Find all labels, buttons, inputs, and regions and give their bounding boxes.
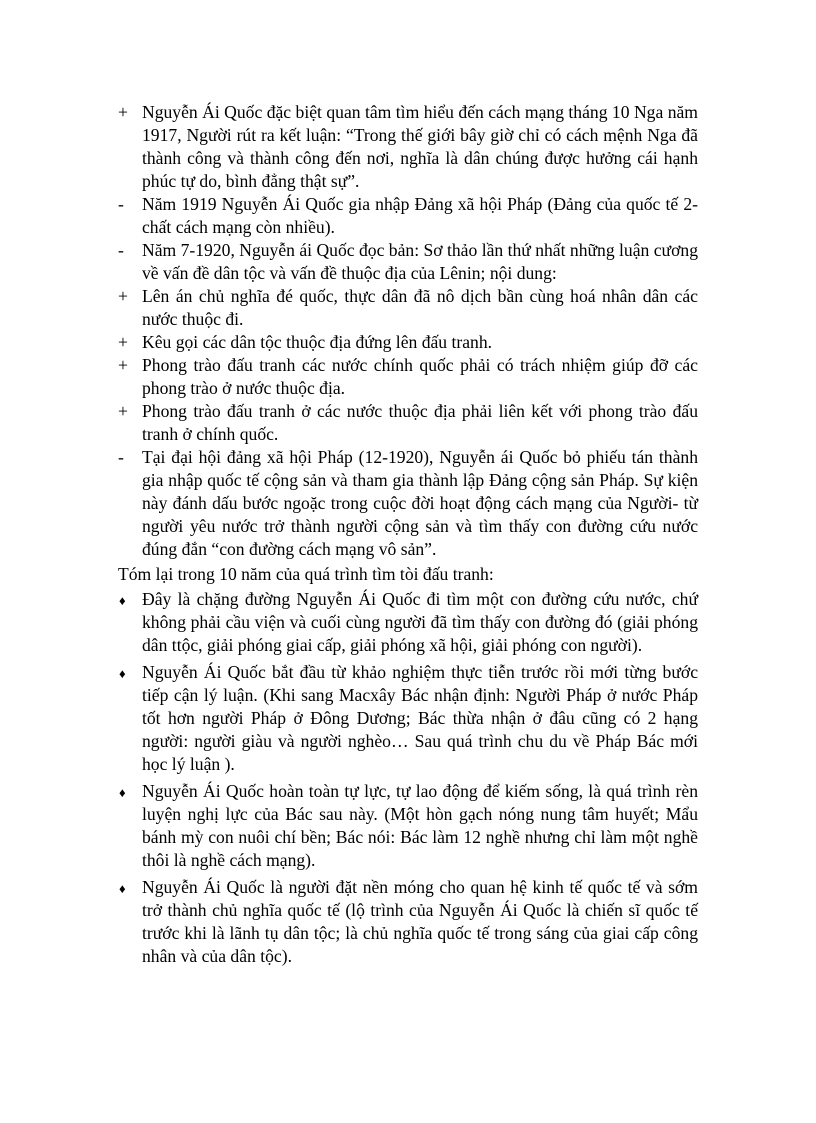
summary-item-text: Đây là chặng đường Nguyễn Ái Quốc đi tìm một con đường cứu nước, chứ không phải cầu viện và cuối cùng người đã tìm thấy con đường đó (giải phóng dân ttộc, giải phóng giai cấp, giải phóng xã hội, giải phóng con người). xyxy=(142,589,698,655)
list-item xyxy=(118,193,698,239)
list-item-text: Kêu gọi các dân tộc thuộc địa đứng lên đấu tranh. xyxy=(142,332,493,352)
list-item xyxy=(118,285,698,331)
plus-bullet: + xyxy=(118,355,128,375)
summary-item-text: Nguyễn Ái Quốc là người đặt nền móng cho quan hệ kinh tế quốc tế và sớm trở thành chủ nghĩa quốc tế (lộ trình của Nguyễn Ái Quốc là chiến sĩ quốc tế trước khi là lãnh tụ dân tộc; là chủ nghĩa quốc tế trong sáng của giai cấp công nhân và của dân tộc). xyxy=(142,877,698,966)
list-item-text: Nguyễn Ái Quốc đặc biệt quan tâm tìm hiểu đến cách mạng tháng 10 Nga năm 1917, Người rút ra kết luận: “Trong thế giới bây giờ chỉ có cách mệnh Nga đã thành công và thành công đến nơi, nghĩa là dân chúng được hưởng cái hạnh phúc tự do, bình đẳng thật sự”. xyxy=(142,102,698,191)
diamond-bullet-icon: ♦ xyxy=(119,785,126,800)
summary-item xyxy=(118,588,698,657)
diamond-bullet-icon: ♦ xyxy=(119,593,126,608)
diamond-bullet-icon: ♦ xyxy=(119,666,126,681)
list-item xyxy=(118,446,698,561)
plus-bullet: + xyxy=(118,332,128,352)
list-item-text: Năm 1919 Nguyễn Ái Quốc gia nhập Đảng xã hội Pháp (Đảng của quốc tế 2- chất cách mạng còn nhiều). xyxy=(142,194,698,237)
dash-bullet: - xyxy=(118,447,124,467)
list-item-text: Phong trào đấu tranh các nước chính quốc phải có trách nhiệm giúp đỡ các phong trào ở nước thuộc địa. xyxy=(142,355,698,398)
list-item xyxy=(118,101,698,193)
document-body xyxy=(118,101,698,968)
summary-item-text: Nguyễn Ái Quốc hoàn toàn tự lực, tự lao động để kiếm sống, là quá trình rèn luyện nghị lực của Bác sau này. (Một hòn gạch nóng nung tâm huyết; Mẩu bánh mỳ con nuôi chí bền; Bác nói: Bác làm 12 nghề nhưng chỉ làm một nghề thôi là nghề cách mạng). xyxy=(142,781,698,870)
plus-bullet: + xyxy=(118,401,128,421)
list-item xyxy=(118,331,698,354)
list-item xyxy=(118,239,698,285)
dash-bullet: - xyxy=(118,194,124,214)
list-item-text: Phong trào đấu tranh ở các nước thuộc địa phải liên kết với phong trào đấu tranh ở chính quốc. xyxy=(142,401,698,444)
summary-item xyxy=(118,876,698,968)
list-item xyxy=(118,400,698,446)
plus-bullet: + xyxy=(118,102,128,122)
list-item-text: Tại đại hội đảng xã hội Pháp (12-1920), Nguyễn ái Quốc bỏ phiếu tán thành gia nhập quốc tế cộng sản và tham gia thành lập Đảng cộng sản Pháp. Sự kiện này đánh dấu bước ngoặc trong cuộc đời hoạt động cách mạng của Người- từ người yêu nước trở thành người cộng sản và tìm thấy con đường cứu nước đúng đắn “con đường cách mạng vô sản”. xyxy=(142,447,698,559)
list-item-text: Năm 7-1920, Nguyễn ái Quốc đọc bản: Sơ thảo lần thứ nhất những luận cương về vấn đề dân tộc và vấn đề thuộc địa của Lênin; nội dung: xyxy=(142,240,698,283)
summary-item-text: Nguyễn Ái Quốc bắt đầu từ khảo nghiệm thực tiễn trước rồi mới từng bước tiếp cận lý luận. (Khi sang Macxây Bác nhận định: Người Pháp ở nước Pháp tốt hơn người Pháp ở Đông Dương; Bác thừa nhận ở đâu cũng có 2 hạng người: người giàu và người nghèo… Sau quá trình chu du về Pháp Bác mới học lý luận ). xyxy=(142,662,698,774)
summary-item xyxy=(118,780,698,872)
summary-item xyxy=(118,661,698,776)
diamond-bullet-icon: ♦ xyxy=(119,881,126,896)
list-item-text: Lên án chủ nghĩa đé quốc, thực dân đã nô dịch bần cùng hoá nhân dân các nước thuộc đi. xyxy=(142,286,698,329)
plus-bullet: + xyxy=(118,286,128,306)
dash-bullet: - xyxy=(118,240,124,260)
summary-heading: Tóm lại trong 10 năm của quá trình tìm tòi đấu tranh: xyxy=(118,564,494,584)
list-item xyxy=(118,354,698,400)
